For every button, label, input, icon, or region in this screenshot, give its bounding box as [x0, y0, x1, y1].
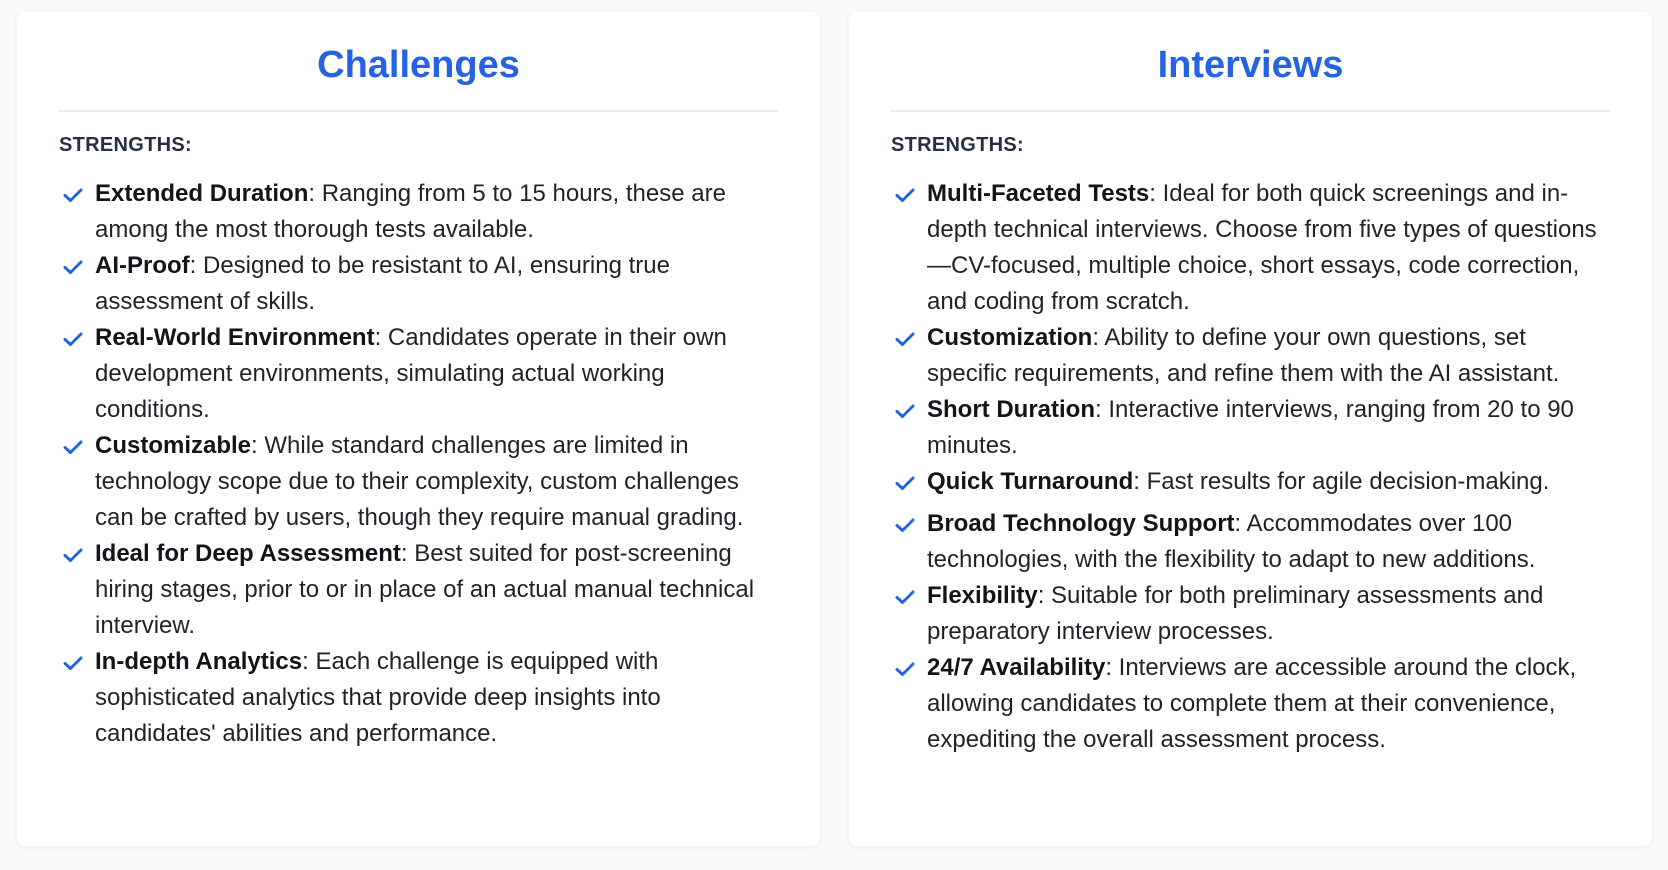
list-item	[891, 176, 1610, 320]
item-term: Multi-Faceted Tests	[927, 180, 1150, 207]
check-icon	[63, 331, 83, 347]
comparison-layout	[17, 12, 1652, 846]
item-term: Customizable	[95, 432, 252, 459]
check-icon	[895, 475, 915, 491]
interviews-strengths-list	[891, 176, 1610, 758]
list-item	[59, 320, 778, 428]
check-icon	[895, 589, 915, 605]
check-icon	[895, 661, 915, 677]
list-item	[891, 320, 1610, 392]
check-icon	[895, 187, 915, 203]
item-description: : Interviews are accessible around the clock, allowing candidates to complete them at their convenience, expediting the overall assessment process.	[927, 654, 1577, 753]
check-icon	[63, 439, 83, 455]
item-term: In-depth Analytics	[95, 648, 303, 675]
item-description: : Ability to define your own questions, set specific requirements, and refine them with the AI assistant.	[927, 324, 1560, 387]
item-description: : Designed to be resistant to AI, ensuring true assessment of skills.	[95, 252, 670, 315]
item-description: : Suitable for both preliminary assessments and preparatory interview processes.	[927, 582, 1544, 645]
item-description: : Candidates operate in their own development environments, simulating actual working conditions.	[95, 324, 727, 423]
check-icon	[895, 517, 915, 533]
interviews-card	[849, 12, 1652, 846]
challenges-strengths-label: STRENGTHS:	[59, 134, 192, 156]
list-item	[891, 650, 1610, 758]
interviews-title: Interviews	[891, 38, 1610, 112]
check-icon	[895, 331, 915, 347]
list-item	[891, 392, 1610, 464]
list-item	[891, 506, 1610, 578]
item-description: : Interactive interviews, ranging from 20 to 90 minutes.	[927, 396, 1574, 459]
list-item	[891, 578, 1610, 650]
item-description: : Each challenge is equipped with sophisticated analytics that provide deep insights into candidates' abilities and performance.	[95, 648, 661, 747]
list-item	[891, 464, 1610, 500]
item-description: : Accommodates over 100 technologies, with the flexibility to adapt to new additions.	[927, 510, 1536, 573]
list-item	[59, 248, 778, 320]
interviews-strengths-label: STRENGTHS:	[891, 134, 1024, 156]
item-term: Short Duration	[927, 396, 1095, 423]
item-term: Real-World Environment	[95, 324, 375, 351]
item-term: Customization	[927, 324, 1093, 351]
challenges-strengths-list	[59, 176, 778, 752]
challenges-card	[17, 12, 820, 846]
list-item	[59, 176, 778, 248]
check-icon	[63, 655, 83, 671]
check-icon	[895, 403, 915, 419]
item-term: Flexibility	[927, 582, 1038, 609]
check-icon	[63, 187, 83, 203]
item-description: : Ranging from 5 to 15 hours, these are among the most thorough tests available.	[95, 180, 726, 243]
list-item	[59, 428, 778, 536]
item-description: : While standard challenges are limited in technology scope due to their complexity, custom challenges can be crafted by users, though they require manual grading.	[95, 432, 744, 531]
item-term: Ideal for Deep Assessment	[95, 540, 401, 567]
item-description: : Fast results for agile decision-making.	[1133, 468, 1550, 495]
item-description: : Ideal for both quick screenings and in-depth technical interviews. Choose from five types of questions—CV-focused, multiple choice, short essays, code correction, and coding from scratch.	[927, 180, 1597, 315]
item-term: Broad Technology Support	[927, 510, 1235, 537]
challenges-title: Challenges	[59, 38, 778, 112]
item-description: : Best suited for post-screening hiring stages, prior to or in place of an actual manual technical interview.	[95, 540, 755, 639]
list-item	[59, 536, 778, 644]
item-term: Extended Duration	[95, 180, 309, 207]
item-term: Quick Turnaround	[927, 468, 1134, 495]
check-icon	[63, 259, 83, 275]
item-term: 24/7 Availability	[927, 654, 1106, 681]
item-term: AI-Proof	[95, 252, 190, 279]
check-icon	[63, 547, 83, 563]
list-item	[59, 644, 778, 752]
